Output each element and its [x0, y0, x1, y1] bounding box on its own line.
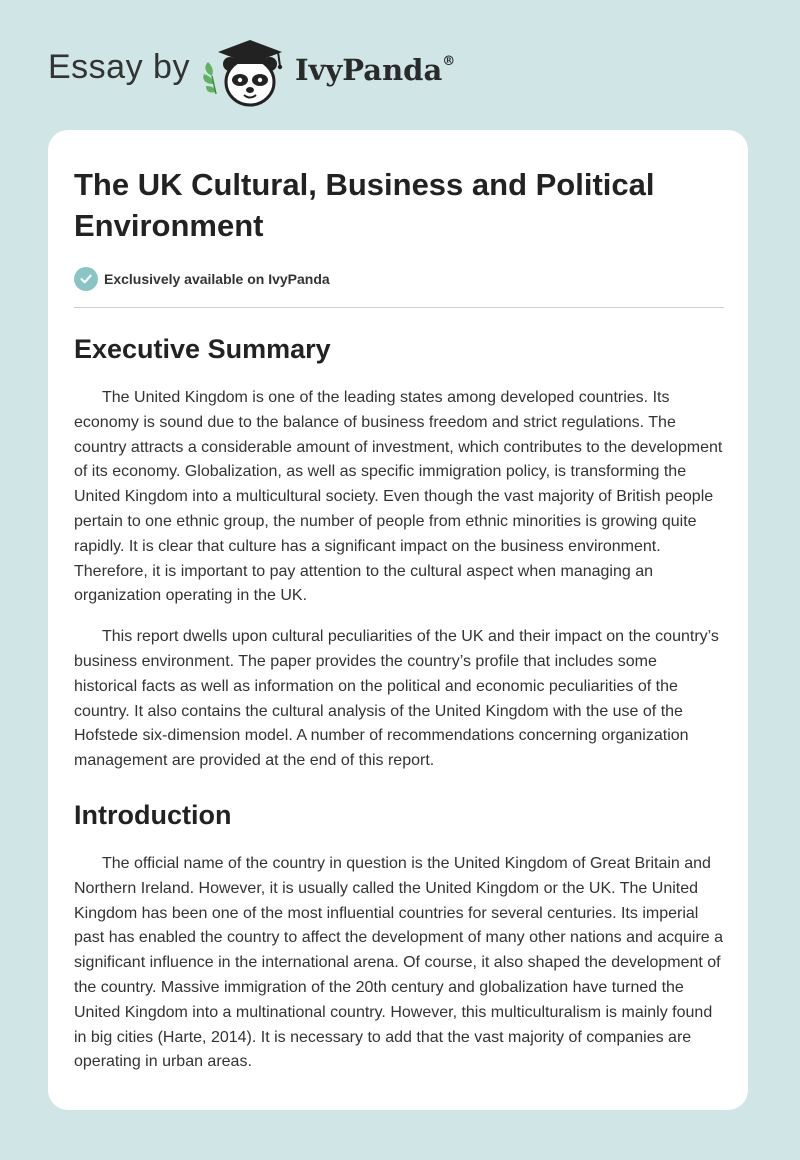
essay-card [48, 130, 748, 1110]
title-divider [74, 307, 724, 308]
exclusive-badge-text: Exclusively available on IvyPanda [104, 271, 330, 287]
brand-name[interactable] [295, 53, 455, 87]
section-heading-executive-summary: Executive Summary [74, 334, 331, 364]
site-header [0, 0, 800, 130]
section-heading-introduction: Introduction [74, 799, 232, 830]
paragraph: This report dwells upon cultural peculiarities of the UK and their impact on the country’s business environment. The paper provides the country’s profile that includes some historical facts as well as information on the political and economic peculiarities of the country. It also contains the cultural analysis of the United Kingdom with the use of the Hofstede six-dimension model. A number of recommendations concerning organization management are provided at the end of this report. [74, 628, 719, 770]
exclusive-badge [74, 266, 724, 292]
essay-title: The UK Cultural, Business and Political Environment [74, 167, 655, 243]
paragraph: The United Kingdom is one of the leading states among developed countries. Its economy is sound due to the balance of business freedom and strict regulations. The country attracts a considerable amount of investment, which contributes to the development of its economy. Globalization, as well as specific immigration policy, is transforming the United Kingdom into a multicultural society. Even though the vast majority of British people pertain to one ethnic group, the number of people from ethnic minorities is growing quite rapidly. It is clear that culture has a significant impact on the business environment. Therefore, it is important to pay attention to the cultural aspect when managing an organization operating in the UK. [74, 389, 723, 605]
brand-name-text: IvyPanda [295, 53, 443, 87]
essay-content [74, 164, 724, 1075]
paragraph: The official name of the country in question is the United Kingdom of Great Britain and Northern Ireland. However, it is usually called the United Kingdom or the UK. The United Kingdom has been one of the most influential countries for several centuries. Its imperial past has enabled the country to affect the development of many other nations and acquire a significant influence in the international arena. Of course, it also shaped the development of the country. Massive immigration of the 20th century and globalization have turned the United Kingdom into a multinational country. However, this multiculturalism is mainly found in big cities (Harte, 2014). It is necessary to add that the vast majority of companies are operating in urban areas. [74, 854, 724, 1071]
check-circle-icon [74, 267, 98, 291]
essay-by-label: Essay by [48, 48, 190, 86]
registered-mark: ® [442, 54, 456, 70]
panda-logo-icon[interactable] [200, 36, 300, 110]
